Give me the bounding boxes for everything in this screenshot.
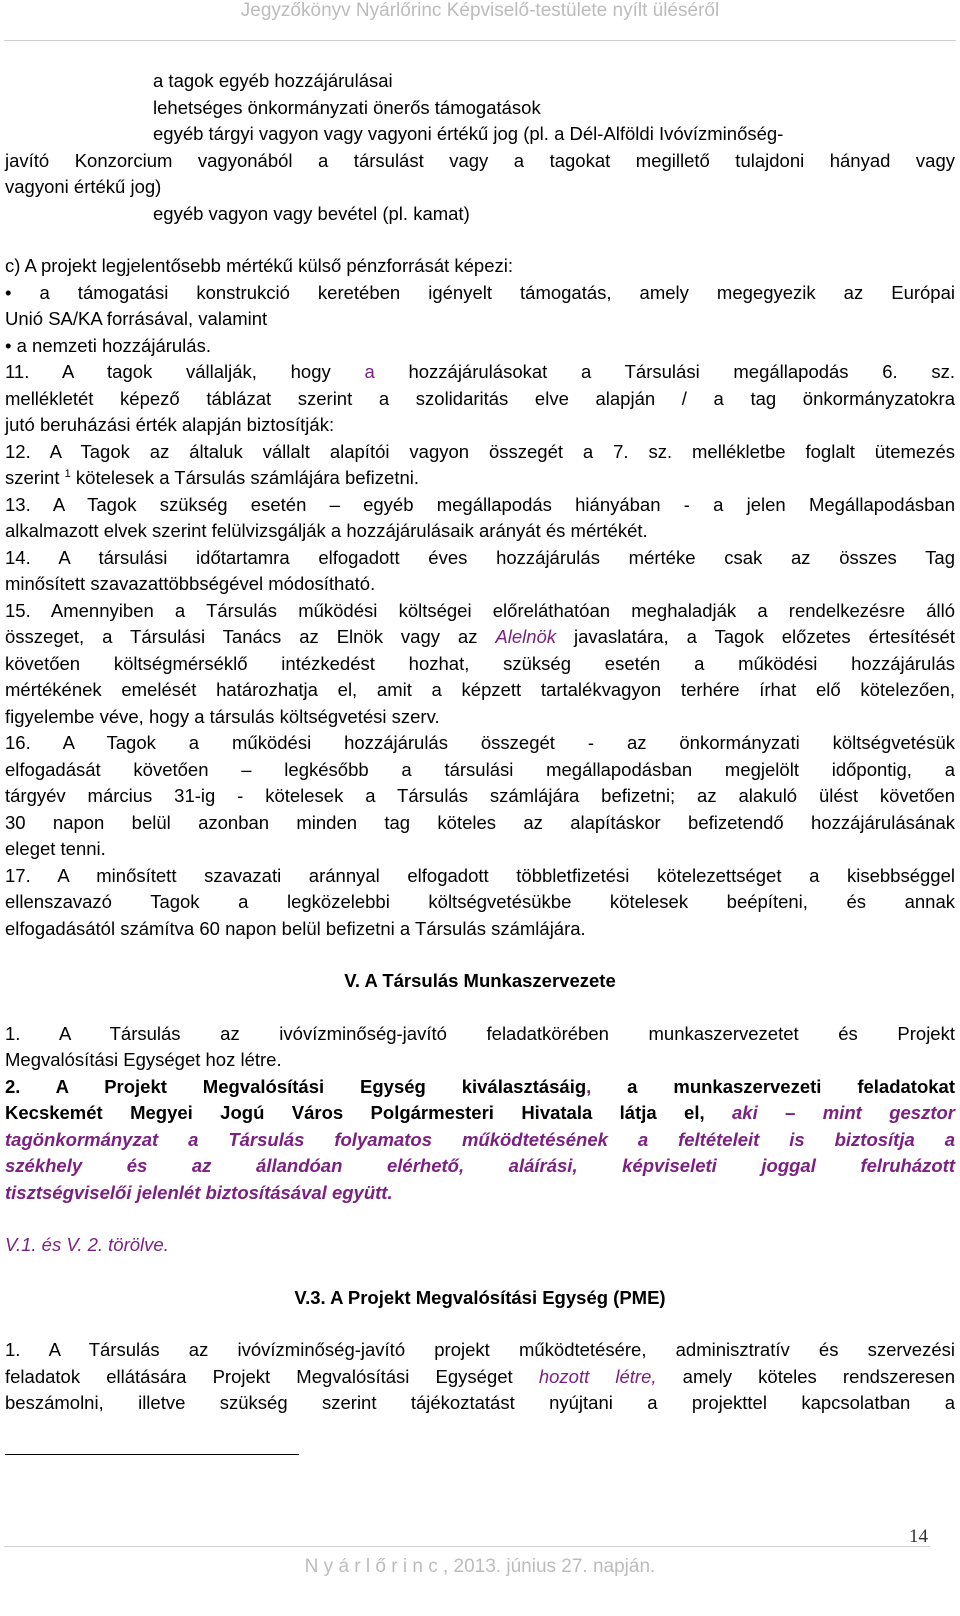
text-segment-highlight: , (586, 1075, 592, 1097)
text-line: 17. A minősített szavazati aránnyal elfogadott többletfizetési kötelezettséget a kisebbséggel (5, 864, 955, 886)
section-heading: V.3. A Projekt Megvalósítási Egység (PME) (294, 1286, 666, 1308)
text-line (5, 624, 955, 651)
text-line: 30 napon belül azonban minden tag köteles az alapításkor befizetendő hozzájárulásának (5, 811, 955, 833)
text-line: követően költségmérséklő intézkedést hozhat, szükség esetén a működési hozzájárulás (5, 652, 955, 674)
text-line (5, 1364, 955, 1391)
text-line: a tagok egyéb hozzájárulásai (153, 70, 393, 91)
text-line: tárgyév március 31-ig - kötelesek a Társulás számlájára befizetni; az alakuló ülést követően (5, 785, 955, 806)
page-footer (0, 1556, 960, 1578)
text-line (5, 1100, 955, 1127)
text-line: 1. A Társulás az ivóvízminőség-javító projekt működtetésére, adminisztratív és szervezési (5, 1339, 955, 1360)
footer-text: N y á r l ő r i n c , 2013. június 27. napján. (304, 1556, 656, 1577)
footnote-divider (5, 1454, 299, 1455)
page-header (0, 0, 960, 28)
page-number: 14 (909, 1526, 928, 1547)
text-line: 14. A társulási időtartamra elfogadott éves hozzájárulás mértéke csak az összes Tag (5, 546, 955, 568)
text-segment: Kecskemét Megyei Jogú Város Polgármesteri Hivatala látja el, (5, 1102, 705, 1123)
text-line: 15. Amennyiben a Társulás működési költségei előreláthatóan meghaladják a rendelkezésre álló (5, 599, 955, 621)
text-line: vagyoni értékű jog) (5, 176, 162, 197)
text-line: Megvalósítási Egységet hoz létre. (5, 1049, 282, 1070)
text-line: javító Konzorcium vagyonából a társulást vagy a tagokat megillető tulajdoni hányad vagy (5, 149, 955, 171)
text-line: elfogadásától számítva 60 napon belül befizetni a Társulás számlájára. (5, 917, 586, 939)
text-line: egyéb vagyon vagy bevétel (pl. kamat) (153, 202, 470, 224)
text-line (5, 465, 955, 492)
text-line: 13. A Tagok szükség esetén – egyéb megállapodás hiányában - a jelen Megállapodásban (5, 493, 955, 515)
list-item: • a nemzeti hozzájárulás. (5, 334, 211, 356)
text-line: lehetséges önkormányzati önerős támogatások (153, 96, 541, 118)
text-segment: a munkaszervezeti feladatokat (591, 1075, 955, 1097)
text-segment: hozzájárulásokat a Társulási megállapodás 6. sz. (408, 361, 956, 382)
text-line: 1. A Társulás az ivóvízminőség-javító feladatkörében munkaszervezetet és Projekt (5, 1022, 955, 1044)
text-line: V.1. és V. 2. törölve. (5, 1234, 169, 1255)
text-line: tisztségviselői jelenlét biztosításával együtt. (5, 1181, 393, 1203)
text-line: figyelembe véve, hogy a társulás költségvetési szerv. (5, 705, 440, 727)
text-line: minősített szavazattöbbségével módosítható. (5, 573, 376, 594)
text-line: eleget tenni. (5, 838, 106, 859)
text-line (5, 1074, 955, 1101)
header-divider (4, 40, 956, 41)
text-line: c) A projekt legjelentősebb mértékű külső pénzforrását képezi: (5, 255, 514, 276)
text-segment-highlight: hozott létre, (538, 1365, 657, 1387)
text-line: elfogadását követően – legkésőbb a társulási megállapodásban megjelölt időpontig, a (5, 758, 955, 780)
text-line: beszámolni, illetve szükség szerint tájékoztatást nyújtani a projekttel kapcsolatban a (5, 1392, 955, 1413)
text-line: székhely és az állandóan elérhető, aláírási, képviseleti joggal felruházott (5, 1155, 955, 1176)
footnote-ref[interactable]: 1 (64, 467, 71, 480)
text-line: alkalmazott elvek szerint felülvizsgálják a hozzájárulásaik arányát és mértékét. (5, 520, 648, 541)
text-line: ellenszavazó Tagok a legközelebbi költségvetésükbe kötelesek beépíteni, és annak (5, 891, 955, 912)
text-segment: amely köteles rendszeresen (682, 1365, 956, 1387)
text-line: jutó beruházási érték alapján biztosítják: (5, 414, 335, 435)
text-line: mértékének emelését határozhatja el, amit a képzett tartalékvagyon terhére írhat elő kötelezően, (5, 679, 955, 700)
text-line: tagönkormányzat a Társulás folyamatos működtetésének a feltételeit is biztosítja a (5, 1128, 955, 1150)
text-segment: 2. A Projekt Megvalósítási Egység kiválasztásáig (5, 1075, 587, 1097)
text-segment: javaslatára, a Tagok előzetes értesítését (574, 626, 955, 647)
text-segment: feladatok ellátására Projekt Megvalósítási Egységet (5, 1365, 513, 1387)
text-segment: 11. A tagok vállalják, hogy (5, 361, 331, 382)
text-line: Unió SA/KA forrásával, valamint (5, 308, 268, 329)
text-line: egyéb tárgyi vagyon vagy vagyoni értékű jog (pl. a Dél-Alföldi Ivóvízminőség- (153, 123, 784, 144)
footer-divider (4, 1546, 930, 1547)
section-heading: V. A Társulás Munkaszervezete (344, 970, 616, 991)
list-item: • a támogatási konstrukció keretében igényelt támogatás, amely megegyezik az Európai (5, 281, 955, 303)
text-line: 12. A Tagok az általuk vállalt alapítói vagyon összegét a 7. sz. mellékletbe foglalt ütemezés (5, 440, 955, 462)
text-segment: kötelesek a Társulás számlájára befizetni. (75, 467, 420, 488)
header-title: Jegyzőkönyv Nyárlőrinc Képviselő-testülete nyílt üléséről (240, 0, 720, 21)
text-line: mellékletét képező táblázat szerint a szolidaritás elve alapján / a tag önkormányzatokra (5, 387, 955, 409)
document-body (5, 68, 955, 1417)
text-line: 16. A Tagok a működési hozzájárulás összegét - az önkormányzati költségvetésük (5, 732, 955, 753)
text-segment-highlight: Alelnök (495, 626, 557, 647)
text-segment-highlight: aki – mint gesztor (732, 1102, 956, 1123)
text-line (5, 359, 955, 386)
text-segment: összeget, a Társulási Tanács az Elnök vagy az (5, 626, 478, 647)
text-segment-highlight: a (364, 361, 375, 382)
text-segment: szerint (5, 467, 60, 488)
